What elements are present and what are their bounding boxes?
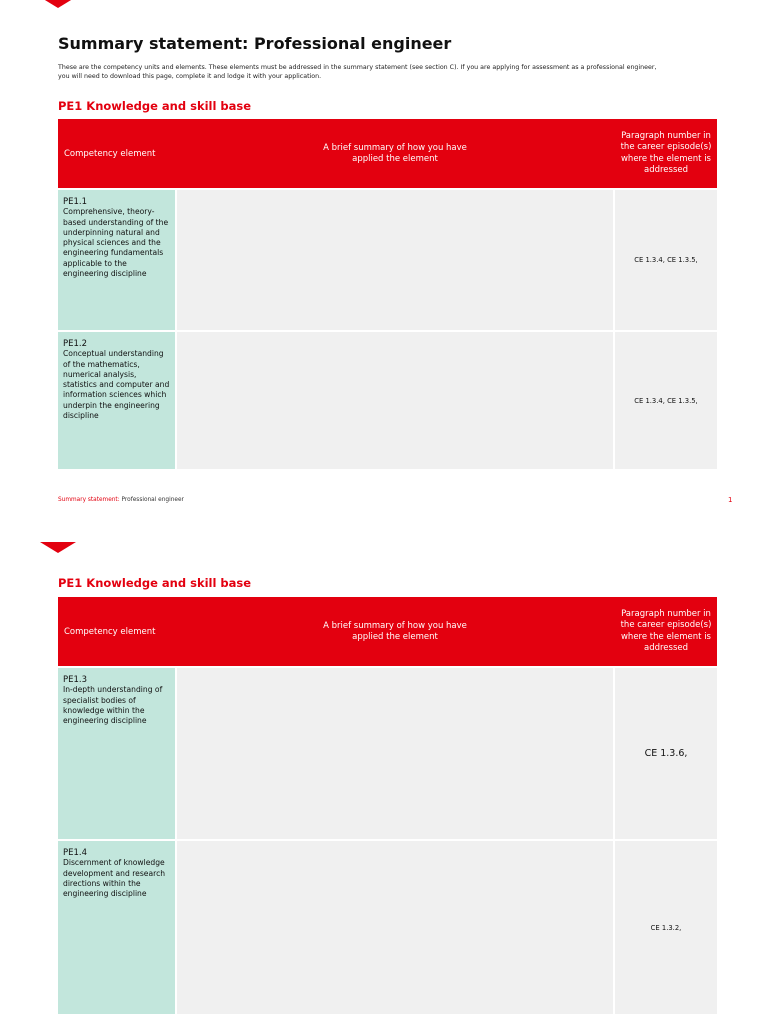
- element-description: Conceptual understanding of the mathematics, numerical analysis, statistics and computer and information sciences which underpin the engineering discipline: [63, 349, 170, 421]
- element-description: In-depth understanding of specialist bodies of knowledge within the engineering discipline: [63, 685, 163, 726]
- page-number: 1: [728, 496, 733, 504]
- table-header: [58, 597, 717, 666]
- header-summary-label: A brief summary of how you have applied the element: [323, 142, 467, 164]
- page-marker-icon: [40, 0, 76, 8]
- table-row: [58, 841, 717, 1014]
- page-title: Summary statement: Professional engineer: [58, 34, 452, 53]
- competency-cell: [58, 668, 175, 839]
- header-summary: [175, 119, 615, 188]
- header-summary: [175, 597, 615, 666]
- element-code: PE1.3: [63, 675, 88, 685]
- paragraph-cell[interactable]: CE 1.3.6,: [615, 668, 717, 839]
- header-competency: Competency element: [64, 148, 156, 159]
- paragraph-cell[interactable]: CE 1.3.2,: [615, 841, 717, 1014]
- header-paragraph: Paragraph number in the career episode(s) where the element is addressed: [620, 608, 712, 653]
- header-summary-label: A brief summary of how you have applied the element: [323, 620, 467, 642]
- table-row: [58, 332, 717, 469]
- element-code: PE1.2: [63, 339, 88, 349]
- table-row: [58, 190, 717, 330]
- element-code: PE1.1: [63, 197, 88, 207]
- summary-cell[interactable]: [175, 841, 615, 1014]
- summary-cell[interactable]: [175, 332, 615, 469]
- summary-cell[interactable]: [175, 190, 615, 330]
- section-title: PE1 Knowledge and skill base: [58, 576, 252, 590]
- table-row: [58, 668, 717, 839]
- footer-label: Summary statement:: [58, 497, 120, 503]
- table-header: [58, 119, 717, 188]
- competency-table: [58, 597, 717, 1014]
- section-title: PE1 Knowledge and skill base: [58, 99, 252, 113]
- header-paragraph: Paragraph number in the career episode(s) where the element is addressed: [620, 130, 712, 175]
- page-footer: [58, 497, 184, 503]
- intro-text: These are the competency units and elements. These elements must be addressed in the summary statement (see section C). If you are applying for assessment as a professional engineer, you will need to download this page, complete it and lodge it with your application.: [58, 64, 657, 80]
- competency-table: [58, 119, 717, 469]
- competency-cell: [58, 841, 175, 1014]
- footer-text: Professional engineer: [121, 497, 184, 503]
- header-competency: Competency element: [64, 626, 156, 637]
- competency-cell: [58, 190, 175, 330]
- element-code: PE1.4: [63, 848, 88, 858]
- paragraph-cell[interactable]: CE 1.3.4, CE 1.3.5,: [615, 190, 717, 330]
- competency-cell: [58, 332, 175, 469]
- element-description: Discernment of knowledge development and research directions within the engineering discipline: [63, 858, 166, 899]
- page-marker-icon: [40, 542, 76, 553]
- summary-cell[interactable]: [175, 668, 615, 839]
- paragraph-cell[interactable]: CE 1.3.4, CE 1.3.5,: [615, 332, 717, 469]
- element-description: Comprehensive, theory-based understanding of the underpinning natural and physical sciences and the engineering fundamentals applicable to the engineering discipline: [63, 207, 169, 279]
